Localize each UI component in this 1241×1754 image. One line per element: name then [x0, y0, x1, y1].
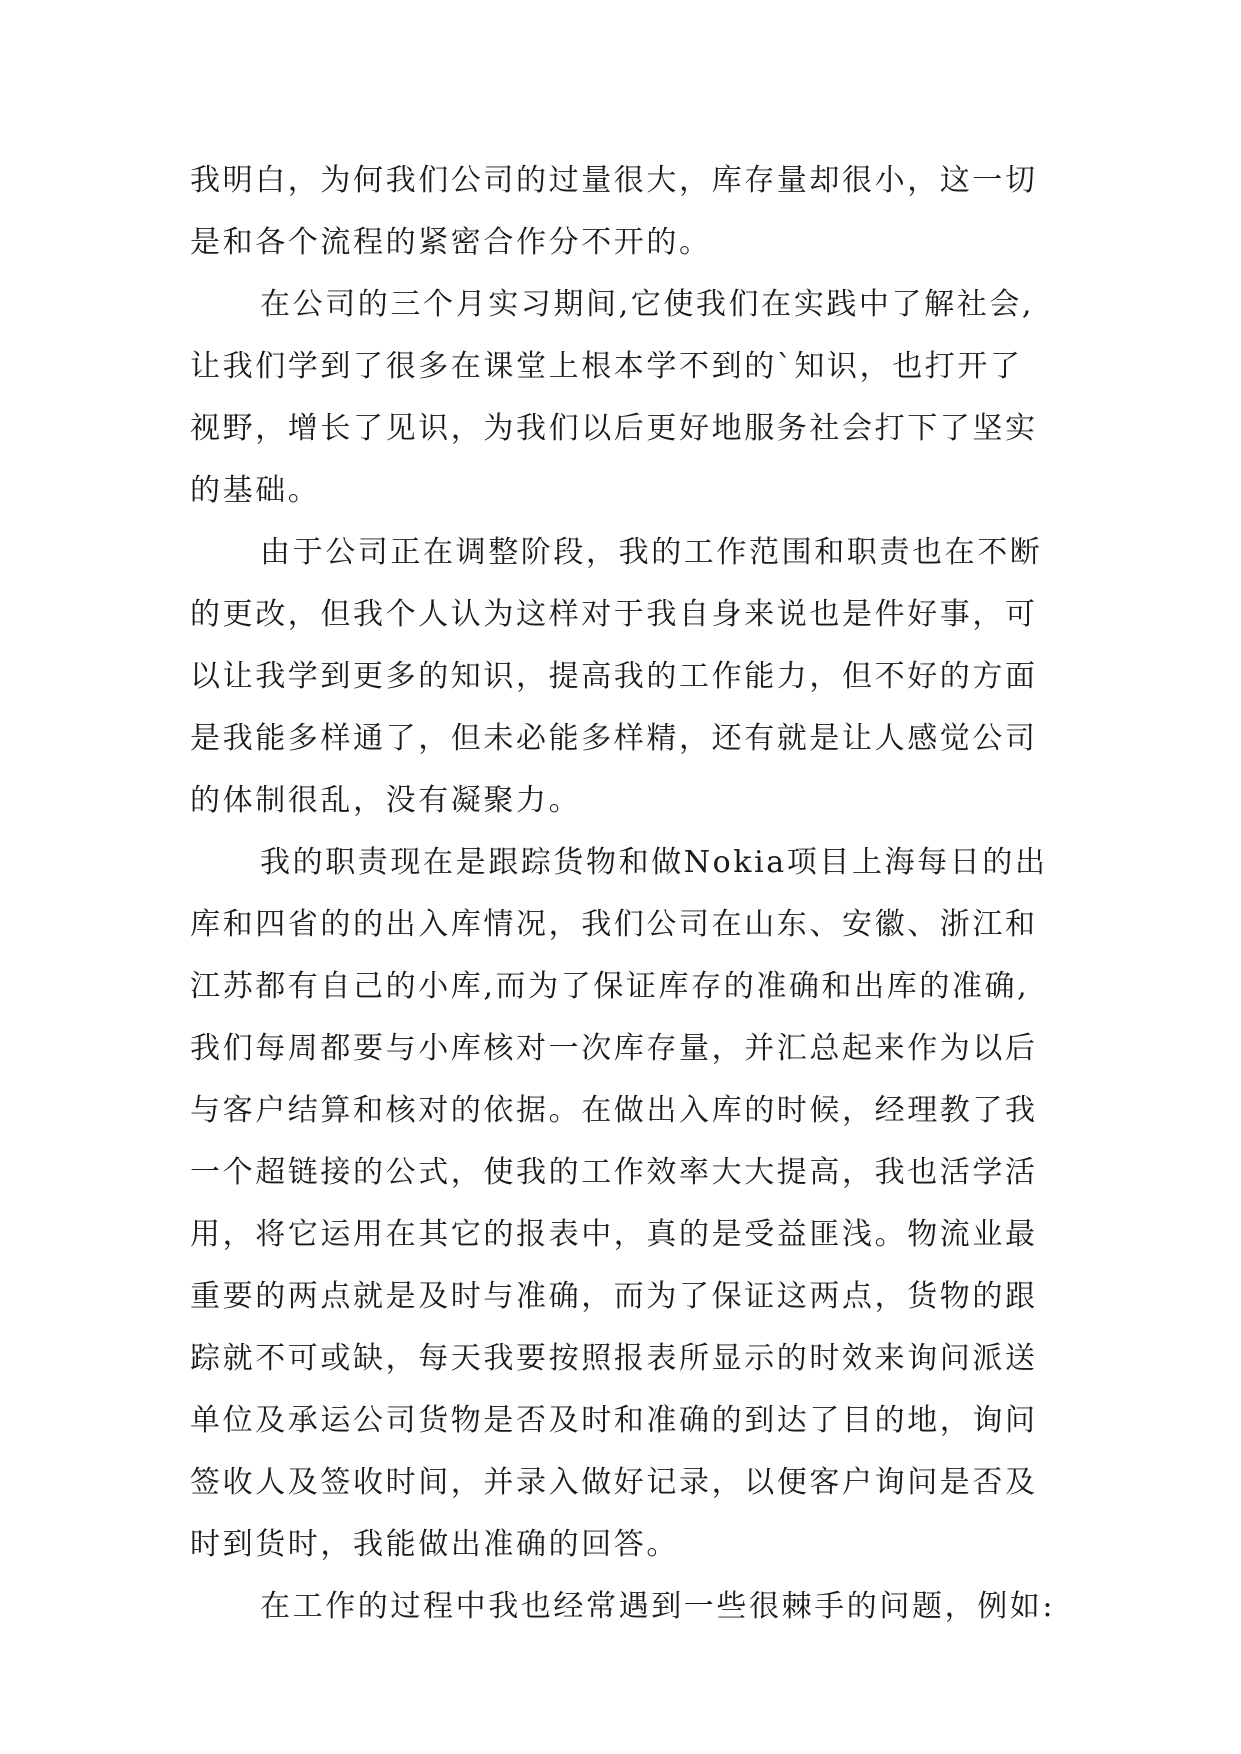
text-line: 重要的两点就是及时与准确，而为了保证这两点，货物的跟: [190, 1279, 1038, 1314]
text-line: 与客户结算和核对的依据。在做出入库的时候，经理教了我: [190, 1093, 1038, 1128]
text-line: 让我们学到了很多在课堂上根本学不到的`知识，也打开了: [190, 349, 1023, 384]
text-line: 一个超链接的公式，使我的工作效率大大提高，我也活学活: [190, 1155, 1038, 1190]
text-line: 时到货时，我能做出准确的回答。: [190, 1527, 679, 1562]
text-line: 的基础。: [190, 473, 321, 508]
text-line: 的体制很乱，没有凝聚力。: [190, 783, 582, 818]
text-line: 视野，增长了见识，为我们以后更好地服务社会打下了坚实: [190, 411, 1038, 446]
text-line: 签收人及签收时间，并录入做好记录，以便客户询问是否及: [190, 1465, 1038, 1500]
text-line: 单位及承运公司货物是否及时和准确的到达了目的地，询问: [190, 1403, 1038, 1438]
text-line: 由于公司正在调整阶段，我的工作范围和职责也在不断: [260, 535, 1043, 570]
text-line: 是我能多样通了，但未必能多样精，还有就是让人感觉公司: [190, 721, 1038, 756]
text-line: 在公司的三个月实习期间,它使我们在实践中了解社会,: [260, 287, 1035, 322]
text-line: 我明白，为何我们公司的过量很大，库存量却很小，这一切: [190, 163, 1038, 198]
text-line: 用，将它运用在其它的报表中，真的是受益匪浅。物流业最: [190, 1217, 1038, 1252]
text-line: 是和各个流程的紧密合作分不开的。: [190, 225, 712, 260]
text-line: 踪就不可或缺，每天我要按照报表所显示的时效来询问派送: [190, 1341, 1038, 1376]
text-line: 我的职责现在是跟踪货物和做Nokia项目上海每日的出: [260, 845, 1048, 880]
text-line: 的更改，但我个人认为这样对于我自身来说也是件好事，可: [190, 597, 1038, 632]
text-line: 以让我学到更多的知识，提高我的工作能力，但不好的方面: [190, 659, 1038, 694]
text-line: 我们每周都要与小库核对一次库存量，并汇总起来作为以后: [190, 1031, 1038, 1066]
document-body: [190, 150, 1090, 1638]
text-line: 库和四省的的出入库情况，我们公司在山东、安徽、浙江和: [190, 907, 1038, 942]
text-line: 在工作的过程中我也经常遇到一些很棘手的问题，例如:: [260, 1589, 1056, 1624]
text-line: 江苏都有自己的小库,而为了保证库存的准确和出库的准确,: [190, 969, 1030, 1004]
